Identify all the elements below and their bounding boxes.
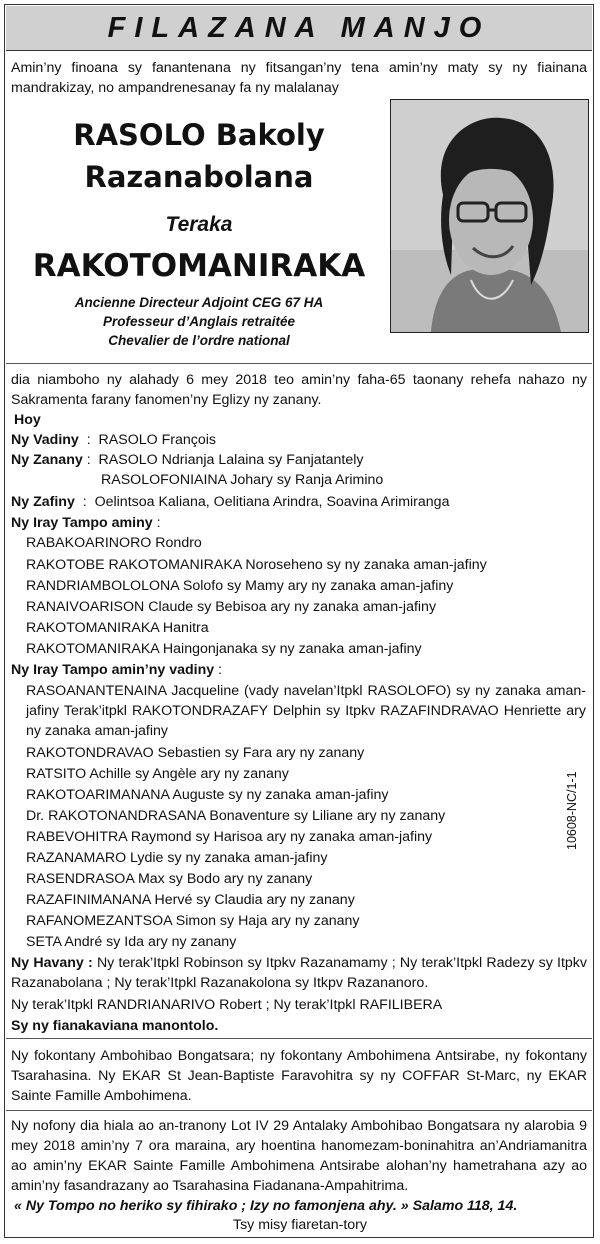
list-item: SETA André sy Ida ary ny zanany (26, 934, 237, 950)
title-line: Professeur d’Anglais retraitée (102, 314, 296, 329)
list-item: RAKOTONDRAVAO Sebastien sy Fara ary ny zanany (26, 745, 365, 761)
iray-tampo-row: Ny Iray Tampo aminy : (11, 515, 161, 531)
teraka-label: Teraka (165, 213, 233, 236)
list-item: RABAKOARINORO Rondro (26, 535, 202, 551)
deceased-name-line2: Razanabolana (84, 160, 314, 194)
list-item: RASENDRASOA Max sy Bodo ary ny zanany (26, 871, 313, 887)
list-item: RAKOTOMANIRAKA Haingonjanaka sy ny zanaka aman-jafiny (26, 641, 422, 657)
hoy-label: Hoy (14, 412, 41, 428)
title-line: Chevalier de l’ordre national (108, 333, 290, 348)
divider (6, 1038, 592, 1039)
zanany-value: RASOLOFONIAINA Johary sy Ranja Arimino (101, 472, 384, 488)
list-item: RAZANAMARO Lydie sy ny zanaka aman-jafiny (26, 850, 328, 866)
bible-quote: « Ny Tompo no heriko sy fihirako ; Izy no famonjena ahy. » Salamo 118, 14. (14, 1198, 518, 1214)
list-item: RAFANOMEZANTSOA Simon sy Haja ary ny zanany (26, 913, 360, 929)
divider (6, 363, 592, 364)
reference-code: 10608-NC/1-1 (565, 771, 579, 850)
havany-row (11, 953, 587, 993)
fokontany-text: Ny fokontany Ambohibao Bongatsara; ny fokontany Ambohimena Antsirabe, ny fokontany Tsarahasina. Ny EKAR St Jean-Baptiste Faravohitra sy ny COFFAR St-Marc, ny EKAR Sainte Famille Ambohimena. (11, 1048, 587, 1104)
portrait-photo-icon (391, 100, 588, 332)
death-notice: dia niamboho ny alahady 6 mey 2018 teo amin’ny faha-65 taonany rehefa nahazo ny Sakramenta farany fanomen’ny Eglizy ny zanany. (11, 372, 587, 408)
intro-text: Amin’ny finoana sy fanantenana ny fitsangan’ny tena amin’ny maty sy ny fiainana mandrakizay, no ampandrenesanay fa ny malalanay (11, 60, 587, 96)
zanany-label: Ny Zanany (11, 452, 83, 468)
birth-name: RAKOTOMANIRAKA (32, 248, 366, 284)
portrait-photo (390, 99, 589, 333)
zafiny-label: Ny Zafiny (11, 494, 75, 510)
divider (6, 1110, 592, 1111)
list-item: RAKOTOARIMANANA Auguste sy ny zanaka aman-jafiny (26, 787, 389, 803)
zafiny-row: Ny Zafiny : Oelintsoa Kaliana, Oelitiana Arindra, Soavina Arimiranga (11, 494, 450, 510)
funeral-text: Ny nofony dia hiala ao an-tranony Lot IV 29 Antalaky Ambohibao Bongatsara ny alarobia 9 mey 2018 amin’ny 7 ora maraina, ary hoentina hanomezam-boninahitra an’Andriamanitra ao amin’ny EKAR Sainte Famille Ambohimena Antsirabe alohan’ny hametrahana azy ao amin’ny fasandrazany ao Tsarahasina Fiadanana-Ampahitrima. (11, 1118, 587, 1194)
list-item: RASOANANTENAINA Jacqueline (vady navelan’Itpkl RASOLOFO) sy ny zanaka aman-jafiny Terak’itpkl RAKOTONDRAZAFY Delphin sy Itpkv RAZAFINDRAVAO Henriette ary ny zanaka aman-jafiny (26, 683, 586, 739)
zafiny-value: Oelintsoa Kaliana, Oelitiana Arindra, Soavina Arimiranga (94, 494, 450, 510)
deceased-name-line1: RASOLO Bakoly (73, 118, 325, 152)
notice-title: FILAZANA MANJO (6, 6, 592, 51)
zanany-value: RASOLO Ndrianja Lalaina sy Fanjatantely (98, 452, 364, 468)
list-item: RAKOTOBE RAKOTOMANIRAKA Noroseheno sy ny zanaka aman-jafiny (26, 557, 487, 573)
vadiny-label: Ny Vadiny (11, 432, 79, 448)
list-item: RABEVOHITRA Raymond sy Harisoa ary ny zanaka aman-jafiny (26, 829, 433, 845)
list-item: RANAIVOARISON Claude sy Bebisoa ary ny zanaka aman-jafiny (26, 599, 437, 615)
iray-tampo-vadiny-row: Ny Iray Tampo amin’ny vadiny : (11, 662, 223, 678)
zanany-row: Ny Zanany : RASOLO Ndrianja Lalaina sy Fanjatantely (11, 452, 364, 468)
list-item: RAKOTOMANIRAKA Hanitra (26, 620, 209, 636)
havany-line2: Ny terak’Itpkl RANDRIANARIVO Robert ; Ny terak’Itpkl RAFILIBERA (11, 997, 443, 1013)
havany-label: Ny Havany : (11, 955, 93, 971)
footer-text: Tsy misy fiaretan-tory (232, 1217, 368, 1233)
list-item: RATSITO Achille sy Angèle ary ny zanany (26, 766, 289, 782)
vadiny-value: RASOLO François (98, 432, 217, 448)
title-line: Ancienne Directeur Adjoint CEG 67 HA (74, 295, 324, 310)
list-item: RANDRIAMBOLOLONA Solofo sy Mamy ary ny zanaka aman-jafiny (26, 578, 454, 594)
list-item: RAZAFINIMANANA Hervé sy Claudia ary ny zanany (26, 892, 355, 908)
iray-tampo-vadiny-label: Ny Iray Tampo amin’ny vadiny (11, 662, 215, 678)
closing-family: Sy ny fianakaviana manontolo. (11, 1018, 219, 1034)
havany-text: Ny terak’Itpkl Robinson sy Itpkv Razanamamy ; Ny terak’Itpkl Radezy sy Itpkv Razanabolana ; Ny terak’Itpkl Razanakolona sy Itkpv Razananoro. (11, 955, 587, 991)
list-item: Dr. RAKOTONANDRASANA Bonaventure sy Liliane ary ny zanany (26, 808, 446, 824)
iray-tampo-label: Ny Iray Tampo aminy (11, 515, 153, 531)
vadiny-row: Ny Vadiny : RASOLO François (11, 432, 217, 448)
